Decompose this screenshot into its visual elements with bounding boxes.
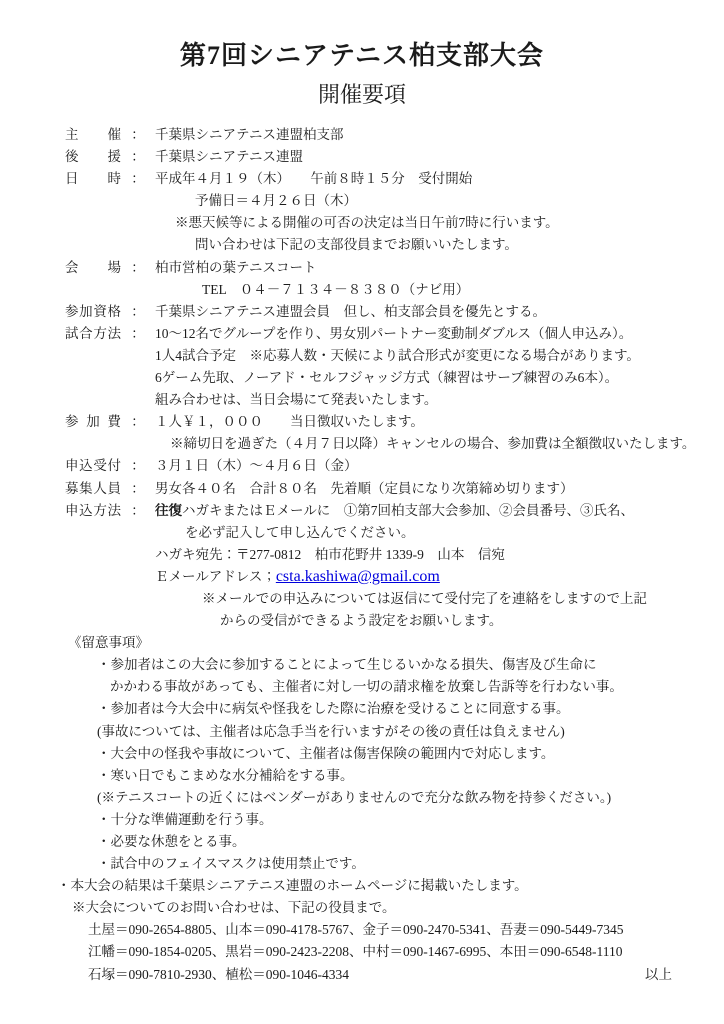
- field-value: 柏市営柏の葉テニスコート: [155, 259, 317, 275]
- note-item-parenthetical: (事故については、主催者は応急手当を行いますがその後の責任は負えません): [97, 723, 565, 739]
- field-value: １人￥１，０００ 当日徴収いたします。: [155, 414, 424, 430]
- datetime-weather-note: ※悪天候等による開催の可否の決定は当日午前7時に行います。: [175, 215, 559, 231]
- field-label: 後 援: [65, 149, 121, 165]
- apply-mail-note1: ※メールでの申込みについては返信にて受付完了を連絡をしますので上記: [202, 590, 647, 606]
- note-item: ・大会中の怪我や事故について、主催者は傷害保険の範囲内で対応します。: [97, 745, 555, 761]
- contacts-line: 石塚＝090-7810-2930、植松＝090-1046-4334: [88, 966, 349, 982]
- field-label: 試合方法: [65, 325, 121, 341]
- field-eligibility: [65, 301, 694, 323]
- field-colon: ：: [131, 414, 145, 430]
- field-colon: ：: [131, 303, 145, 319]
- field-value: 千葉県シニアテニス連盟: [155, 149, 303, 165]
- field-match-format: [65, 323, 694, 345]
- field-colon: ：: [131, 458, 145, 474]
- contacts-last-line: [65, 964, 694, 986]
- field-value: 千葉県シニアテニス連盟柏支部: [155, 127, 344, 142]
- field-colon: ：: [131, 149, 145, 165]
- field-label: 申込受付: [65, 458, 121, 474]
- field-value: 10～12名でグループを作り、男女別パートナー変動制ダブルス（個人申込み）。: [155, 325, 633, 341]
- match-format-line2: 1人4試合予定 ※応募人数・天候により試合形式が変更になる場合があります。: [155, 347, 640, 363]
- contacts-line: 江幡＝090-1854-0205、黒岩＝090-2423-2208、中村＝090-1467-6995、本田＝090-6548-1110: [88, 944, 623, 960]
- datetime-reserve-day: 予備日＝４月２６日（木）: [195, 193, 357, 209]
- apply-mail-note2: からの受信ができるよう設定をお願いします。: [220, 613, 503, 629]
- field-value: 千葉県シニアテニス連盟会員 但し、柏支部会員を優先とする。: [155, 303, 546, 319]
- note-item: ・参加者はこの大会に参加することによって生じるいかなる損失、傷害及び生命に: [97, 657, 597, 673]
- field-label: 日 時: [65, 171, 121, 187]
- page-title: 第7回シニアテニス柏支部大会: [180, 41, 544, 70]
- field-value: 平成年４月１９（木） 午前８時１５分 受付開始: [155, 171, 473, 187]
- field-application-period: [65, 455, 694, 477]
- field-datetime: [65, 168, 694, 190]
- datetime-inquiry-note: 問い合わせは下記の支部役員までお願いいたします。: [195, 237, 518, 253]
- note-item: ・試合中のフェイスマスクは使用禁止です。: [97, 856, 365, 872]
- field-label: 主 催: [65, 127, 121, 142]
- notes-heading: 《留意事項》: [68, 635, 149, 651]
- field-colon: ：: [131, 502, 145, 518]
- field-colon: ：: [131, 259, 145, 275]
- field-label: 参加費: [65, 414, 121, 430]
- field-support: [65, 146, 694, 168]
- field-value: ３月１日（木）～４月６日（金）: [155, 458, 358, 474]
- field-colon: ：: [131, 127, 145, 142]
- field-how-to-apply: [65, 500, 694, 522]
- note-item-parenthetical: (※テニスコートの近くにはベンダーがありませんので充分な飲み物を持参ください。): [97, 789, 612, 805]
- apply-line2: を必ず記入して申し込んでください。: [185, 524, 415, 540]
- email-link[interactable]: csta.kashiwa@gmail.com: [275, 567, 440, 585]
- field-label: 会 場: [65, 259, 121, 275]
- field-label: 参加資格: [65, 303, 121, 319]
- apply-method-bold: 往復: [155, 502, 182, 518]
- field-host: [65, 124, 694, 146]
- field-label: 申込方法: [65, 502, 121, 518]
- note-item: ・十分な準備運動を行う事。: [97, 811, 273, 827]
- contacts-line: 土屋＝090-2654-8805、山本＝090-4178-5767、金子＝090-2470-5341、吾妻＝090-5449-7345: [88, 922, 624, 938]
- note-item-continuation: かかわる事故があっても、主催者に対し一切の請求権を放棄し告訴等を行わない事。: [110, 679, 623, 695]
- note-item: ・寒い日でもこまめな水分補給をする事。: [97, 767, 354, 783]
- fee-cancel-note: ※締切日を過ぎた（４月７日以降）キャンセルの場合、参加費は全額徴収いたします。: [170, 436, 696, 452]
- note-item: ・必要な休憩をとる事。: [97, 834, 246, 849]
- apply-method-rest: ハガキまたはＥメールに ①第7回柏支部大会参加、②会員番号、③氏名、: [182, 502, 634, 518]
- email-label: Ｅメールアドレス；: [155, 568, 276, 584]
- field-capacity: [65, 478, 694, 500]
- apply-postcard-address: ハガキ宛先：〒277-0812 柏市花野井 1339-9 山本 信宛: [155, 546, 505, 562]
- field-colon: ：: [131, 480, 145, 496]
- field-colon: ：: [131, 171, 145, 187]
- results-note: ・本大会の結果は千葉県シニアテニス連盟のホームページに掲載いたします。: [57, 878, 528, 894]
- field-colon: ：: [131, 325, 145, 341]
- footer-inquiry: ※大会についてのお問い合わせは、下記の役員まで。: [72, 900, 396, 916]
- venue-tel: TEL ０４－７１３４－８３８０（ナビ用）: [202, 281, 470, 297]
- field-label: 募集人員: [65, 480, 121, 496]
- page-subtitle: 開催要項: [317, 82, 406, 107]
- note-item: ・参加者は今大会中に病気や怪我をした際に治療を受けることに同意する事。: [97, 701, 570, 717]
- field-value: 男女各４０名 合計８０名 先着順（定員になり次第締め切ります）: [155, 480, 574, 496]
- field-fee: [65, 411, 694, 433]
- field-value: [155, 500, 694, 522]
- closing-label: 以上: [645, 966, 672, 982]
- match-format-line3: 6ゲーム先取、ノーアド・セルフジャッジ方式（練習はサーブ練習のみ6本）。: [155, 370, 619, 386]
- field-venue: [65, 257, 694, 279]
- match-format-line4: 組み合わせは、当日会場にて発表いたします。: [155, 392, 438, 408]
- apply-email-line: [65, 566, 694, 588]
